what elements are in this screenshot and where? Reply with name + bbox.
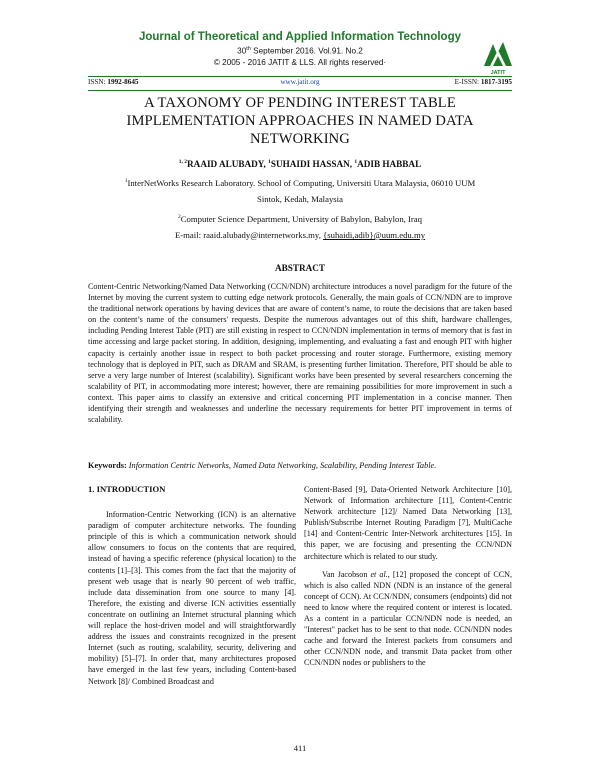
paper-title: A TAXONOMY OF PENDING INTEREST TABLE IMPLEMENTATION APPROACHES IN NAMED DATA NETWORKING	[126, 95, 474, 147]
author-emails: E-mail: raaid.alubady@internetworks.my, {suhaidi,adib}@uum.edu.my	[174, 230, 426, 240]
email-link[interactable]: {suhaidi,adib}@uum.edu.my	[323, 230, 426, 240]
eissn: E-ISSN: 1817-3195	[454, 78, 512, 86]
abstract-text: Content-Centric Networking/Named Data Networking (CCN/NDN) architecture introduces a novel paradigm for the future of the Internet by moving the current system to cutting edge network protocols. Generally, the main goals of CCN/NDN are to improve the traditional network operations by having devices that are aware of content’s name, to route the decisions that are taken based on the content’s name of the consumers' requests. Despite the numerous advantages out of this shift, hardware challenges, including Pending Interest Table (PIT) are still existing in respect to CCN/NDN implementation in terms of memory that is fast in time accessing and large packet storing. In addition, designing, implementing, and evaluating a fast and enough PIT with higher capacity is certainly another issue in respect to both packet processing and router storage. Furthermore, existing memory technology that is deployed in PIT, such as DRAM and SRAM, is presenting further limitation. Therefore, PIT should be able to serve a very large number of Interest (scalability). Significant works have been presented by several researchers concerning the scalability of PIT, in accommodating more interest; however, there are remaining possibilities for more improvement in such a context. This paper aims to classify an extensive and critical concerning PIT implementation in a concise manner. Then identifying their strength and weaknesses and underline the necessary requirements for better PIT improvement in terms of scalability.	[88, 282, 512, 425]
journal-header	[90, 30, 510, 68]
left-column	[88, 484, 296, 694]
right-column	[304, 484, 512, 676]
issue-info: 30th September 2016. Vol.91. No.2	[237, 46, 363, 56]
intro-paragraph-2: Content-Based [9], Data-Oriented Network Architecture [10], Network of Information architecture [11], Content-Centric Network architecture [12]/ Named Data Networking [13], Publish/Subscribe Internet Routing Paradigm [7], MultiCache [14] and Content-Centric Inter-Network architectures [15]. In this paper, we are focusing and presenting the CCN/NDN architecture which is related to our study.	[304, 485, 512, 561]
copyright: © 2005 - 2016 JATIT & LLS. All rights reserved·	[213, 57, 387, 67]
issn-row	[88, 78, 512, 90]
journal-name: Journal of Theoretical and Applied Information Technology	[138, 31, 462, 43]
affiliation-2: $^2$Computer Science Department, University of Babylon, Babylon, Iraq	[177, 213, 422, 224]
issn: ISSN: 1992-8645	[88, 78, 139, 86]
intro-paragraph-1: Information-Centric Networking (ICN) is an alternative paradigm of computer architecture networks. The founding principle of this is which a communication network should allow consumers to focus on the contents that are required, instead of having a specific reference (physical location) to the contents [1]–[3]. This comes from the fact that the majority of present web usage that is nearly 90 percent of web traffic, include data dissemination from one source to many [4]. Therefore, the existing and diverse ICN activities essentially concentrate on outlining an Internet structural planning which will replace the host-driven model and will straightforwardly address the issues and constraints recognized in the present Internet (such as routing, scalability, security, delivering and mobility) [5]–[7]. In order that, many architectures proposed have emerged in the last few years, including Content-based Network [8]/ Combined Broadcast and	[88, 510, 296, 686]
intro-paragraph-3: Van Jacobson et al., [12] proposed the concept of CCN, which is also called NDN (NDN is an instance of the general concept of CCN). At CCN/NDN, consumers (endpoints) did not need to know where the required content or interest is located. As a content in a particular CCN/NDN node is needed, an "Interest" packet has to be sent to that node. CCN/NDN nodes cache and forward the Interest packets from consumers and other CCN/NDN node, and transmit Data packet from other CCN/NDN nodes or publishers to the	[304, 569, 512, 668]
journal-site-link[interactable]: www.jatit.org	[280, 78, 320, 86]
author-list: $^{1, 2}$RAAID ALUBADY, $^1$SUHAIDI HASSAN, $^1$ADIB HABBAL	[178, 159, 422, 170]
header-rule-top	[88, 76, 512, 77]
page-number: 411	[293, 743, 307, 753]
affiliation-1: $^1$InterNetWorks Research Laboratory. School of Computing, Universiti Utara Malaysia, 06010 UUM	[124, 177, 476, 188]
keywords: Keywords: Information Centric Networks, Named Data Networking, Scalability, Pending Interest Table.	[88, 461, 437, 470]
abstract-heading: ABSTRACT	[274, 263, 326, 273]
logo-label: JATIT	[490, 70, 506, 76]
header-rule-bottom	[88, 90, 512, 91]
section-heading: 1. INTRODUCTION	[88, 484, 166, 494]
affiliation-1-line-2: Sintok, Kedah, Malaysia	[257, 194, 343, 204]
jatit-logo-icon	[481, 38, 515, 72]
